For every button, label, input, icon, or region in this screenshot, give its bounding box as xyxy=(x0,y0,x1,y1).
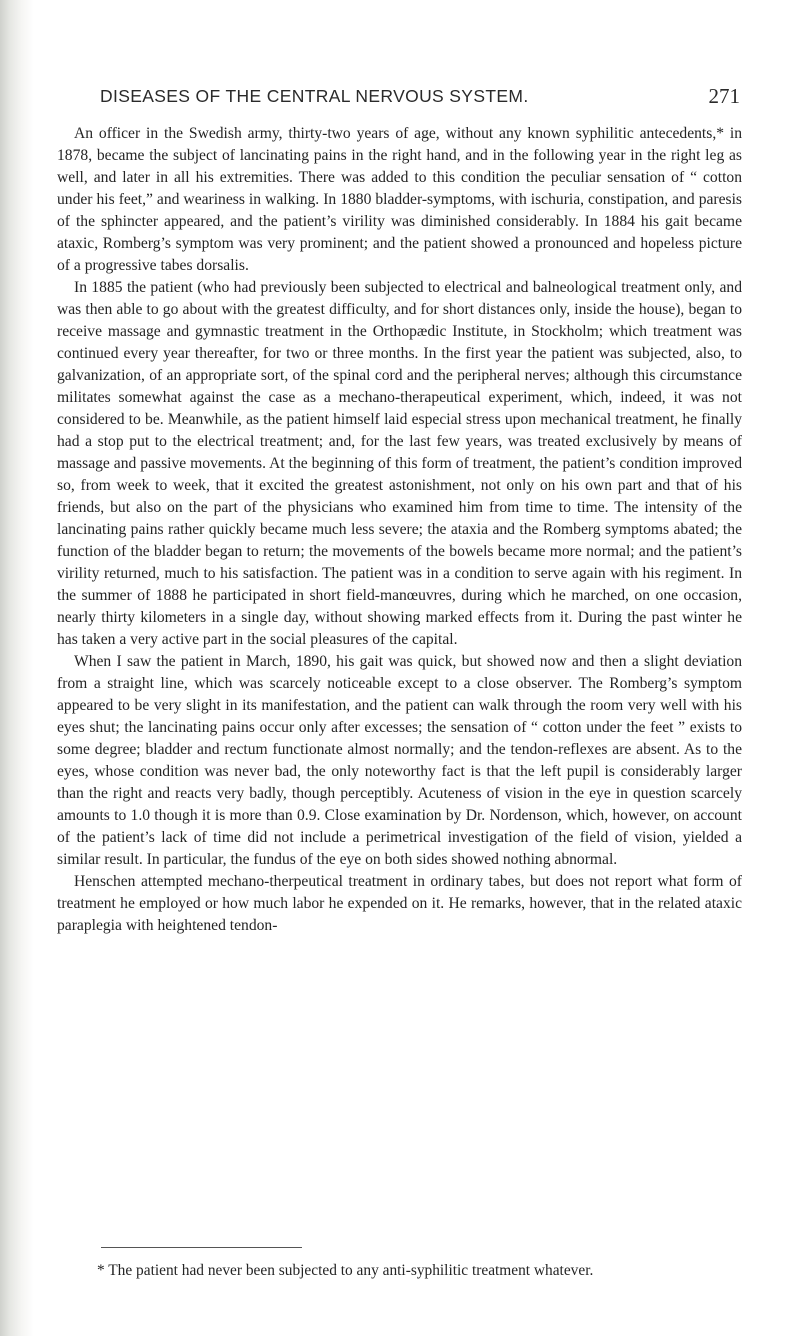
body-text xyxy=(57,123,742,937)
paragraph: In 1885 the patient (who had previously been subjected to electrical and balneological treatment only, and was then able to go about with the greatest difficulty, and for short distances only, inside the house), began to receive massage and gymnastic treatment in the Orthopædic Institute, in Stockholm; which treatment was continued every year thereafter, for two or three months. In the first year the patient was subjected, also, to galvanization, of an appropriate sort, of the spinal cord and the peripheral nerves; although this circumstance militates somewhat against the case as a mechano-therapeutical experiment, which, indeed, it was not considered to be. Meanwhile, as the patient himself laid especial stress upon mechanical treatment, he finally had a stop put to the electrical treatment; and, for the last few years, was treated exclusively by means of massage and passive movements. At the beginning of this form of treatment, the patient’s condition improved so, from week to week, that it excited the greatest astonishment, not only on his own part and that of his friends, but also on the part of the physicians who examined him from time to time. The intensity of the lancinating pains rather quickly became much less severe; the ataxia and the Romberg symptoms abated; the function of the bladder began to return; the movements of the bowels became more normal; and the patient’s virility returned, much to his satisfaction. The patient was in a condition to serve again with his regiment. In the summer of 1888 he participated in short field-manœuvres, during which he marched, on one occasion, nearly thirty kilometers in a single day, without showing marked effects from it. During the past winter he has taken a very active part in the social pleasures of the capital. xyxy=(57,279,742,648)
footnote: * The patient had never been subjected to any anti-syphilitic treatment whatever. xyxy=(97,1262,594,1279)
running-title: DISEASES OF THE CENTRAL NERVOUS SYSTEM. xyxy=(100,86,529,106)
page-number: 271 xyxy=(708,84,740,108)
paragraph: Henschen attempted mechano-therpeutical treatment in ordinary tabes, but does not report what form of treatment he employed or how much labor he expended on it. He remarks, however, that in the related ataxic paraplegia with heightened tendon- xyxy=(57,873,742,934)
page-spine-shadow xyxy=(0,0,34,1336)
paragraph: When I saw the patient in March, 1890, his gait was quick, but showed now and then a slight deviation from a straight line, which was scarcely noticeable except to a close observer. The Romberg’s symptom appeared to be very slight in its manifestation, and the patient can walk through the room very well with his eyes shut; the lancinating pains occur only after excesses; the sensation of “ cotton under the feet ” exists to some degree; bladder and rectum functionate almost normally; and the tendon-reflexes are absent. As to the eyes, whose condition was never bad, the only noteworthy fact is that the left pupil is considerably larger than the right and reacts very badly, though perceptibly. Acuteness of vision in the eye in question scarcely amounts to 1.0 though it is more than 0.9. Close examination by Dr. Nordenson, which, however, on account of the patient’s lack of time did not include a perimetrical investigation of the field of vision, yielded a similar result. In particular, the fundus of the eye on both sides showed nothing abnormal. xyxy=(57,653,742,868)
running-header xyxy=(100,86,740,110)
footnote-divider xyxy=(101,1247,302,1248)
paragraph: An officer in the Swedish army, thirty-two years of age, without any known syphilitic antecedents,* in 1878, became the subject of lancinating pains in the right hand, and in the following year in the right leg as well, and later in all his extremities. There was added to this condition the peculiar sensation of “ cotton under his feet,” and weariness in walking. In 1880 bladder-symptoms, with ischuria, constipation, and paresis of the sphincter appeared, and the patient’s virility was diminished considerably. In 1884 his gait became ataxic, Romberg’s symptom was very prominent; and the patient showed a pronounced and hopeless picture of a progressive tabes dorsalis. xyxy=(57,125,742,274)
